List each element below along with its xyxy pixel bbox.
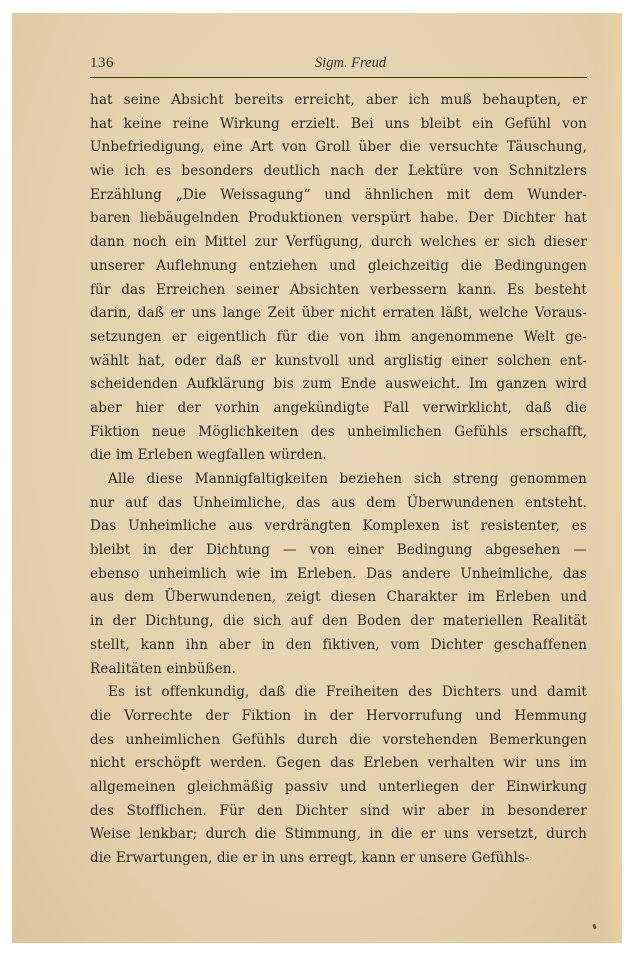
text-line: für das Erreichen seiner Absichten verbessern kann. Es besteht	[90, 281, 587, 298]
text-line: Unbefriedigung, eine Art von Groll über die versuchte Täuschung,	[90, 139, 587, 156]
text-line: stellt, kann ihn aber in den fiktiven, vom Dichter geschaffenen	[90, 636, 587, 653]
text-line: Alle diese Mannigfaltigkeiten beziehen sich streng genommen	[108, 471, 587, 487]
text-line: setzungen er eigentlich für die von ihm angenommene Welt ge-	[90, 328, 587, 345]
text-line: baren liebäugelnden Produktionen verspürt habe. Der Dichter hat	[90, 210, 587, 227]
paragraph	[90, 89, 587, 468]
text-line: unserer Auflehnung entziehen und gleichzeitig die Bedingungen	[90, 257, 587, 274]
text-line: Weise lenkbar; durch die Stimmung, in die er uns versetzt, durch	[90, 826, 587, 843]
paragraph	[90, 468, 587, 681]
text-line: wählt hat, oder daß er kunstvoll und arglistig einer solchen ent-	[90, 352, 587, 369]
text-line: Realitäten einbüßen.	[90, 660, 237, 677]
text-line: ebenso unheimlich wie im Erleben. Das andere Unheimliche, das	[90, 565, 587, 582]
text-line: aus dem Überwundenen, zeigt diesen Charakter im Erleben und	[90, 589, 587, 606]
text-line: scheidenden Aufklärung bis zum Ende ausweicht. Im ganzen wird	[90, 376, 587, 393]
text-line: allgemeinen gleichmäßig passiv und unterliegen der Einwirkung	[90, 778, 587, 795]
text-line: bleibt in der Dichtung — von einer Bedingung abgesehen —	[90, 542, 587, 559]
paragraph	[90, 681, 587, 871]
text-line: des unheimlichen Gefühls durch die vorstehenden Bemerkungen	[90, 731, 587, 748]
text-line: nur auf das Unheimliche, das aus dem Überwundenen entsteht.	[90, 494, 587, 511]
text-line: Es ist offenkundig, daß die Freiheiten des Dichters und damit	[108, 684, 587, 701]
text-line: Erzählung „Die Weissagung“ und ähnlichen mit dem Wunder-	[90, 186, 587, 203]
text-line: hat keine reine Wirkung erzielt. Bei uns bleibt ein Gefühl von	[90, 115, 587, 132]
paper-speck	[592, 924, 597, 930]
text-line: dann noch ein Mittel zur Verfügung, durch welches er sich dieser	[90, 234, 587, 251]
text-line: des Stofflichen. Für den Dichter sind wir aber in besonderer	[90, 802, 587, 819]
body-text	[90, 89, 587, 871]
text-line: darin, daß er uns lange Zeit über nicht erraten läßt, welche Voraus-	[90, 305, 587, 322]
text-line: Das Unheimliche aus verdrängten Komplexen ist resistenter, es	[90, 518, 587, 535]
text-line: die im Erleben wegfallen würden.	[90, 447, 327, 464]
page-number: 136	[90, 55, 114, 71]
text-line: aber hier der vorhin angekündigte Fall verwirklicht, daß die	[90, 399, 587, 416]
running-head: Sigm. Freud	[314, 55, 387, 71]
book-page	[12, 13, 622, 943]
text-line: hat seine Absicht bereits erreicht, aber ich muß behaupten, er	[90, 92, 587, 108]
page-header	[90, 53, 587, 78]
text-line: in der Dichtung, die sich auf den Boden der materiellen Realität	[90, 613, 587, 630]
text-line: die Vorrechte der Fiktion in der Hervorrufung und Hemmung	[90, 707, 587, 724]
text-line: Fiktion neue Möglichkeiten des unheimlichen Gefühls erschafft,	[90, 423, 587, 440]
text-line: nicht erschöpft werden. Gegen das Erleben verhalten wir uns im	[90, 755, 587, 772]
text-line: wie ich es besonders deutlich nach der Lektüre von Schnitzlers	[90, 163, 587, 180]
text-line: die Erwartungen, die er in uns erregt, kann er unsere Gefühls-	[90, 850, 530, 866]
